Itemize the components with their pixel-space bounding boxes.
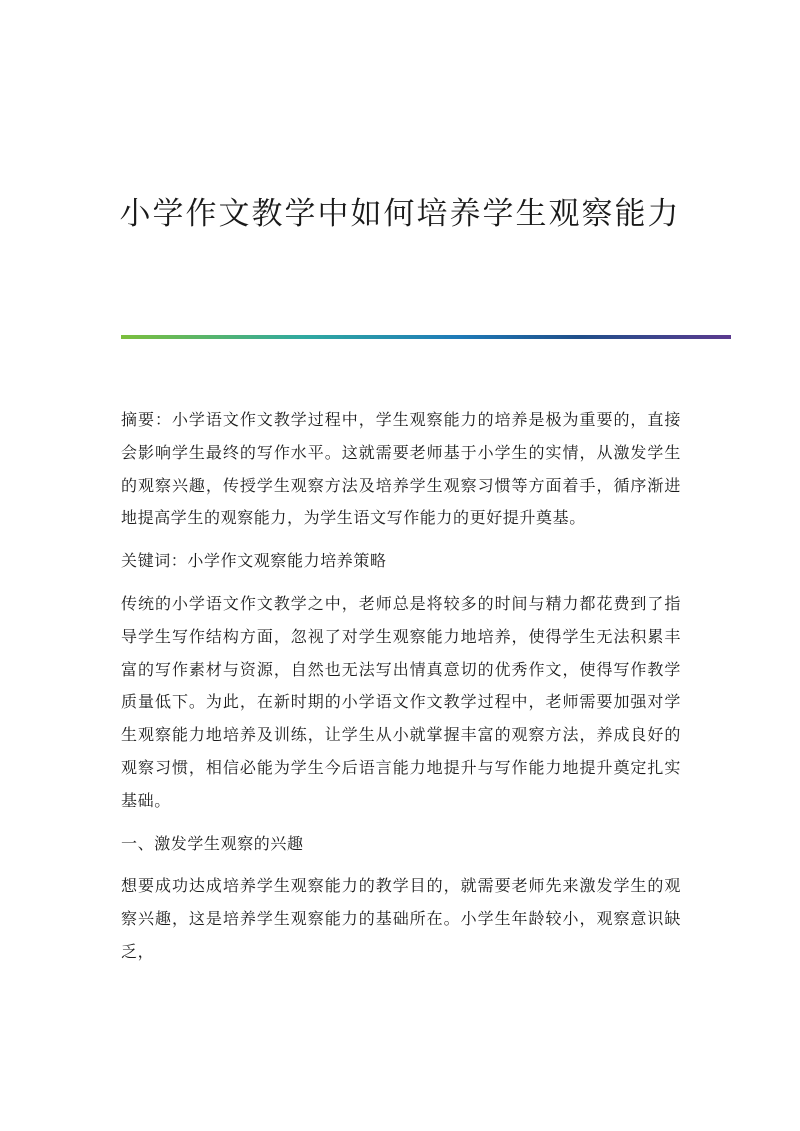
document-body: [121, 404, 681, 979]
abstract-paragraph: 摘要：小学语文作文教学过程中，学生观察能力的培养是极为重要的，直接会影响学生最终的写作水平。这就需要老师基于小学生的实情，从激发学生的观察兴趣，传授学生观察方法及培养学生观察习惯等方面着手，循序渐进地提高学生的观察能力，为学生语文写作能力的更好提升奠基。: [121, 410, 681, 528]
keywords-paragraph: 关键词：小学作文观察能力培养策略: [121, 551, 387, 571]
section-heading: 一、激发学生观察的兴趣: [121, 833, 304, 853]
document-title: 小学作文教学中如何培养学生观察能力: [119, 196, 681, 232]
title-divider: [121, 335, 731, 339]
intro-paragraph: 传统的小学语文作文教学之中，老师总是将较多的时间与精力都花费到了指导学生写作结构方面，忽视了对学生观察能力地培养，使得学生无法积累丰富的写作素材与资源，自然也无法写出情真意切的优秀作文，使得写作教学质量低下。为此，在新时期的小学语文作文教学过程中，老师需要加强对学生观察能力地培养及训练，让学生从小就掌握丰富的观察方法，养成良好的观察习惯，相信必能为学生今后语言能力地提升与写作能力地提升奠定扎实基础。: [121, 593, 681, 810]
section-paragraph: 想要成功达成培养学生观察能力的教学目的，就需要老师先来激发学生的观察兴趣，这是培养学生观察能力的基础所在。小学生年龄较小，观察意识缺乏，: [121, 876, 681, 961]
